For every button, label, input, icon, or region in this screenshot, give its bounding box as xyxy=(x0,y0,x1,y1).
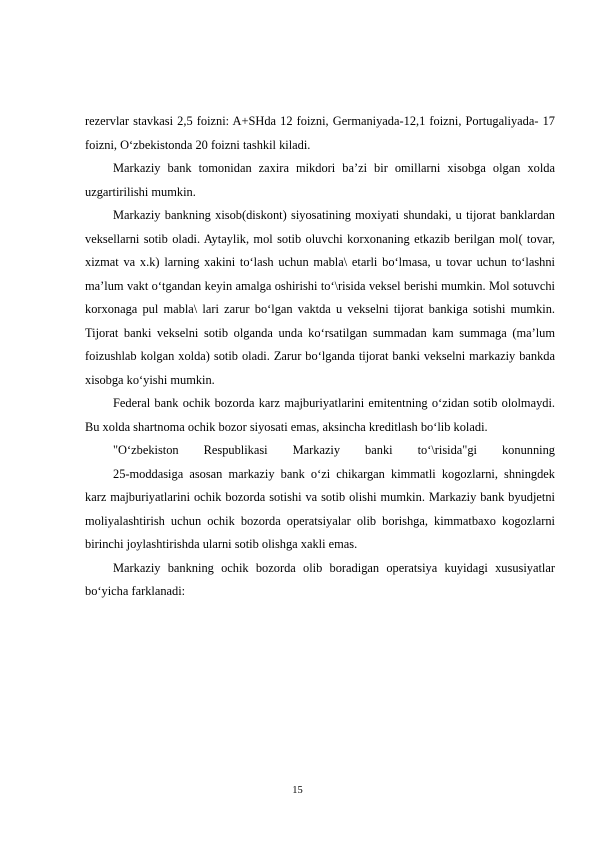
paragraph-discount-policy: Markaziy bankning xisob(diskont) siyosatining moxiyati shundaki, u tijorat banklardan veksellarni sotib oladi. Aytaylik, mol sotib oluvchi korxonaning etkazib berilgan mol( tovar, xizmat va x.k) larning xakini to‘lash uchun mabla\ etarli bo‘lmasa, u tovar uchun to‘lashni ma’lum vakt o‘tgandan keyin amalga oshirishi to‘\risida veksel berishi mumkin. Mol sotuvchi korxonaga pul mabla\ lari zarur bo‘lgan vaktda u vekselni tijorat bankiga sotishi mumkin. Tijorat banki vekselni sotib olganda unda ko‘rsatilgan summadan kam summaga (ma’lum foizushlab kolgan xolda) sotib oladi. Zarur bo‘lganda tijorat banki vekselni markaziy bankda xisobga ko‘yishi mumkin. xyxy=(85,208,555,387)
document-page xyxy=(85,110,555,604)
paragraph-reserve-rates: rezervlar stavkasi 2,5 foizni: A+SHda 12 foizni, Germaniyada-12,1 foizni, Portugaliyada- 17 foizni, O‘zbekistonda 20 foizni tashkil kiladi. xyxy=(85,114,555,152)
paragraph-law-title: "O‘zbekiston Respublikasi Markaziy banki to‘\risida"gi konunning xyxy=(113,443,555,457)
paragraph-open-market: Markaziy bankning ochik bozorda olib boradigan operatsiya kuyidagi xususiyatlar bo‘yicha farklanadi: xyxy=(85,560,555,598)
paragraph-federal-bank: Federal bank ochik bozorda karz majburiyatlarini emitentning o‘zidan sotib ololmaydi. Bu xolda shartnoma ochik bozor siyosati emas, aksincha kreditlash bo‘lib koladi. xyxy=(85,396,555,434)
page-number: 15 xyxy=(292,785,303,796)
paragraph-article-25: 25-moddasiga asosan markaziy bank o‘zi chikargan kimmatli kogozlarni, shningdek karz majburiyatlarini ochik bozorda sotishi va sotib olishi mumkin. Markaziy bank byudjetni moliyalashtirish uchun ochik bozorda operatsiyalar olib borishga, kimmatbaxo kogozlarni birinchi joylashtirishda ularni sotib olishga xakli emas. xyxy=(85,466,555,551)
paragraph-reserve-amount: Markaziy bank tomonidan zaxira mikdori ba’zi bir omillarni xisobga olgan xolda uzgartirilishi mumkin. xyxy=(85,161,555,199)
